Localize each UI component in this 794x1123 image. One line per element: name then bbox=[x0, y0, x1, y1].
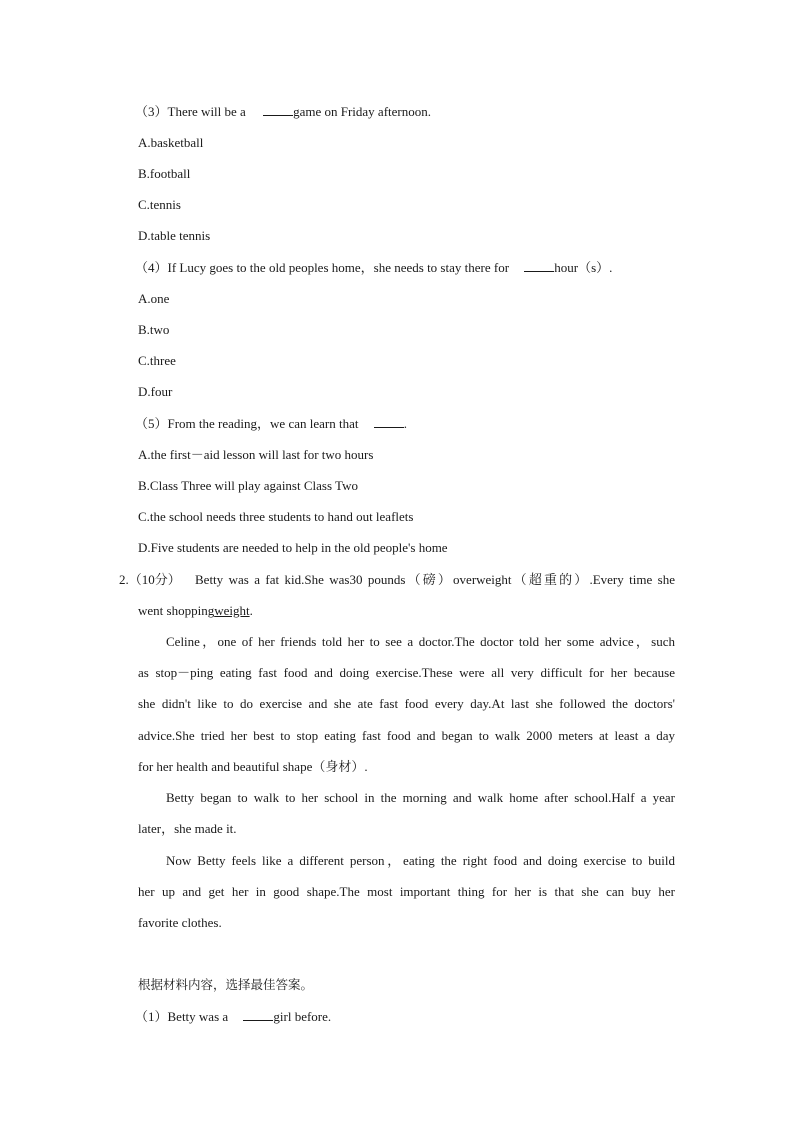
question-1-text-end: girl before. bbox=[273, 1009, 332, 1024]
passage-line: Betty began to walk to her school in the morning and walk home after school.Half a year bbox=[166, 790, 675, 805]
question-number: 2. bbox=[119, 572, 129, 587]
option-a: A.basketball bbox=[138, 135, 204, 150]
question-3-stem bbox=[135, 104, 431, 120]
answer-blank bbox=[243, 1009, 273, 1021]
passage-line: later，she made it. bbox=[138, 821, 237, 836]
question-3-text: （3）There will be a bbox=[135, 104, 246, 119]
passage-line bbox=[138, 603, 253, 619]
passage-line: Betty was a fat kid.She was30 pounds（磅）overweight（超重的）.Every time she bbox=[195, 572, 675, 587]
score-label: （10分） bbox=[128, 572, 181, 587]
passage-line: her up and get her in good shape.The most important thing for her is that she can buy her bbox=[138, 884, 675, 899]
passage-line: as stop－ping eating fast food and doing exercise.These were all very difficult for her because bbox=[138, 665, 675, 680]
option-b: B.two bbox=[138, 322, 170, 337]
passage-line: for her health and beautiful shape（身材）. bbox=[138, 759, 368, 774]
option-d: D.Five students are needed to help in the old people's home bbox=[138, 540, 448, 555]
question-4-text-end: hour（s）. bbox=[554, 260, 613, 275]
option-c: C.three bbox=[138, 353, 176, 368]
passage-line: Celine，one of her friends told her to see a doctor.The doctor told her some advice，such bbox=[166, 634, 675, 649]
question-4-stem bbox=[135, 260, 612, 276]
passage-line: favorite clothes. bbox=[138, 915, 222, 930]
option-c: C.tennis bbox=[138, 197, 181, 212]
question-5-text: （5）From the reading，we can learn that bbox=[135, 416, 359, 431]
option-c: C.the school needs three students to hand out leaflets bbox=[138, 509, 414, 524]
option-d: D.four bbox=[138, 384, 173, 399]
passage-2-heading bbox=[119, 572, 181, 588]
option-a: A.the first－aid lesson will last for two hours bbox=[138, 447, 374, 462]
option-d: D.table tennis bbox=[138, 228, 211, 243]
passage-2-question-1 bbox=[135, 1009, 331, 1025]
question-1-text: （1）Betty was a bbox=[135, 1009, 229, 1024]
option-a: A.one bbox=[138, 291, 170, 306]
answer-blank bbox=[524, 260, 554, 272]
option-b: B.football bbox=[138, 166, 191, 181]
passage-line: advice.She tried her best to stop eating fast food and began to walk 2000 meters at least a day bbox=[138, 728, 675, 743]
underlined-word: weight bbox=[214, 603, 250, 618]
answer-blank bbox=[374, 416, 404, 428]
instruction-text: 根据材料内容，选择最佳答案。 bbox=[138, 977, 314, 992]
passage-line: Now Betty feels like a different person，eating the right food and doing exercise to build bbox=[166, 853, 675, 868]
passage-line: she didn't like to do exercise and she ate fast food every day.At last she followed the doctors' bbox=[138, 696, 675, 711]
question-4-text: （4）If Lucy goes to the old peoples home，she needs to stay there for bbox=[135, 260, 510, 275]
passage-text: went shopping bbox=[138, 603, 215, 618]
question-3-text-end: game on Friday afternoon. bbox=[293, 104, 431, 119]
option-b: B.Class Three will play against Class Two bbox=[138, 478, 358, 493]
question-5-text-end: . bbox=[403, 416, 407, 431]
passage-text-end: . bbox=[249, 603, 253, 618]
answer-blank bbox=[263, 104, 293, 116]
question-5-stem bbox=[135, 416, 407, 432]
